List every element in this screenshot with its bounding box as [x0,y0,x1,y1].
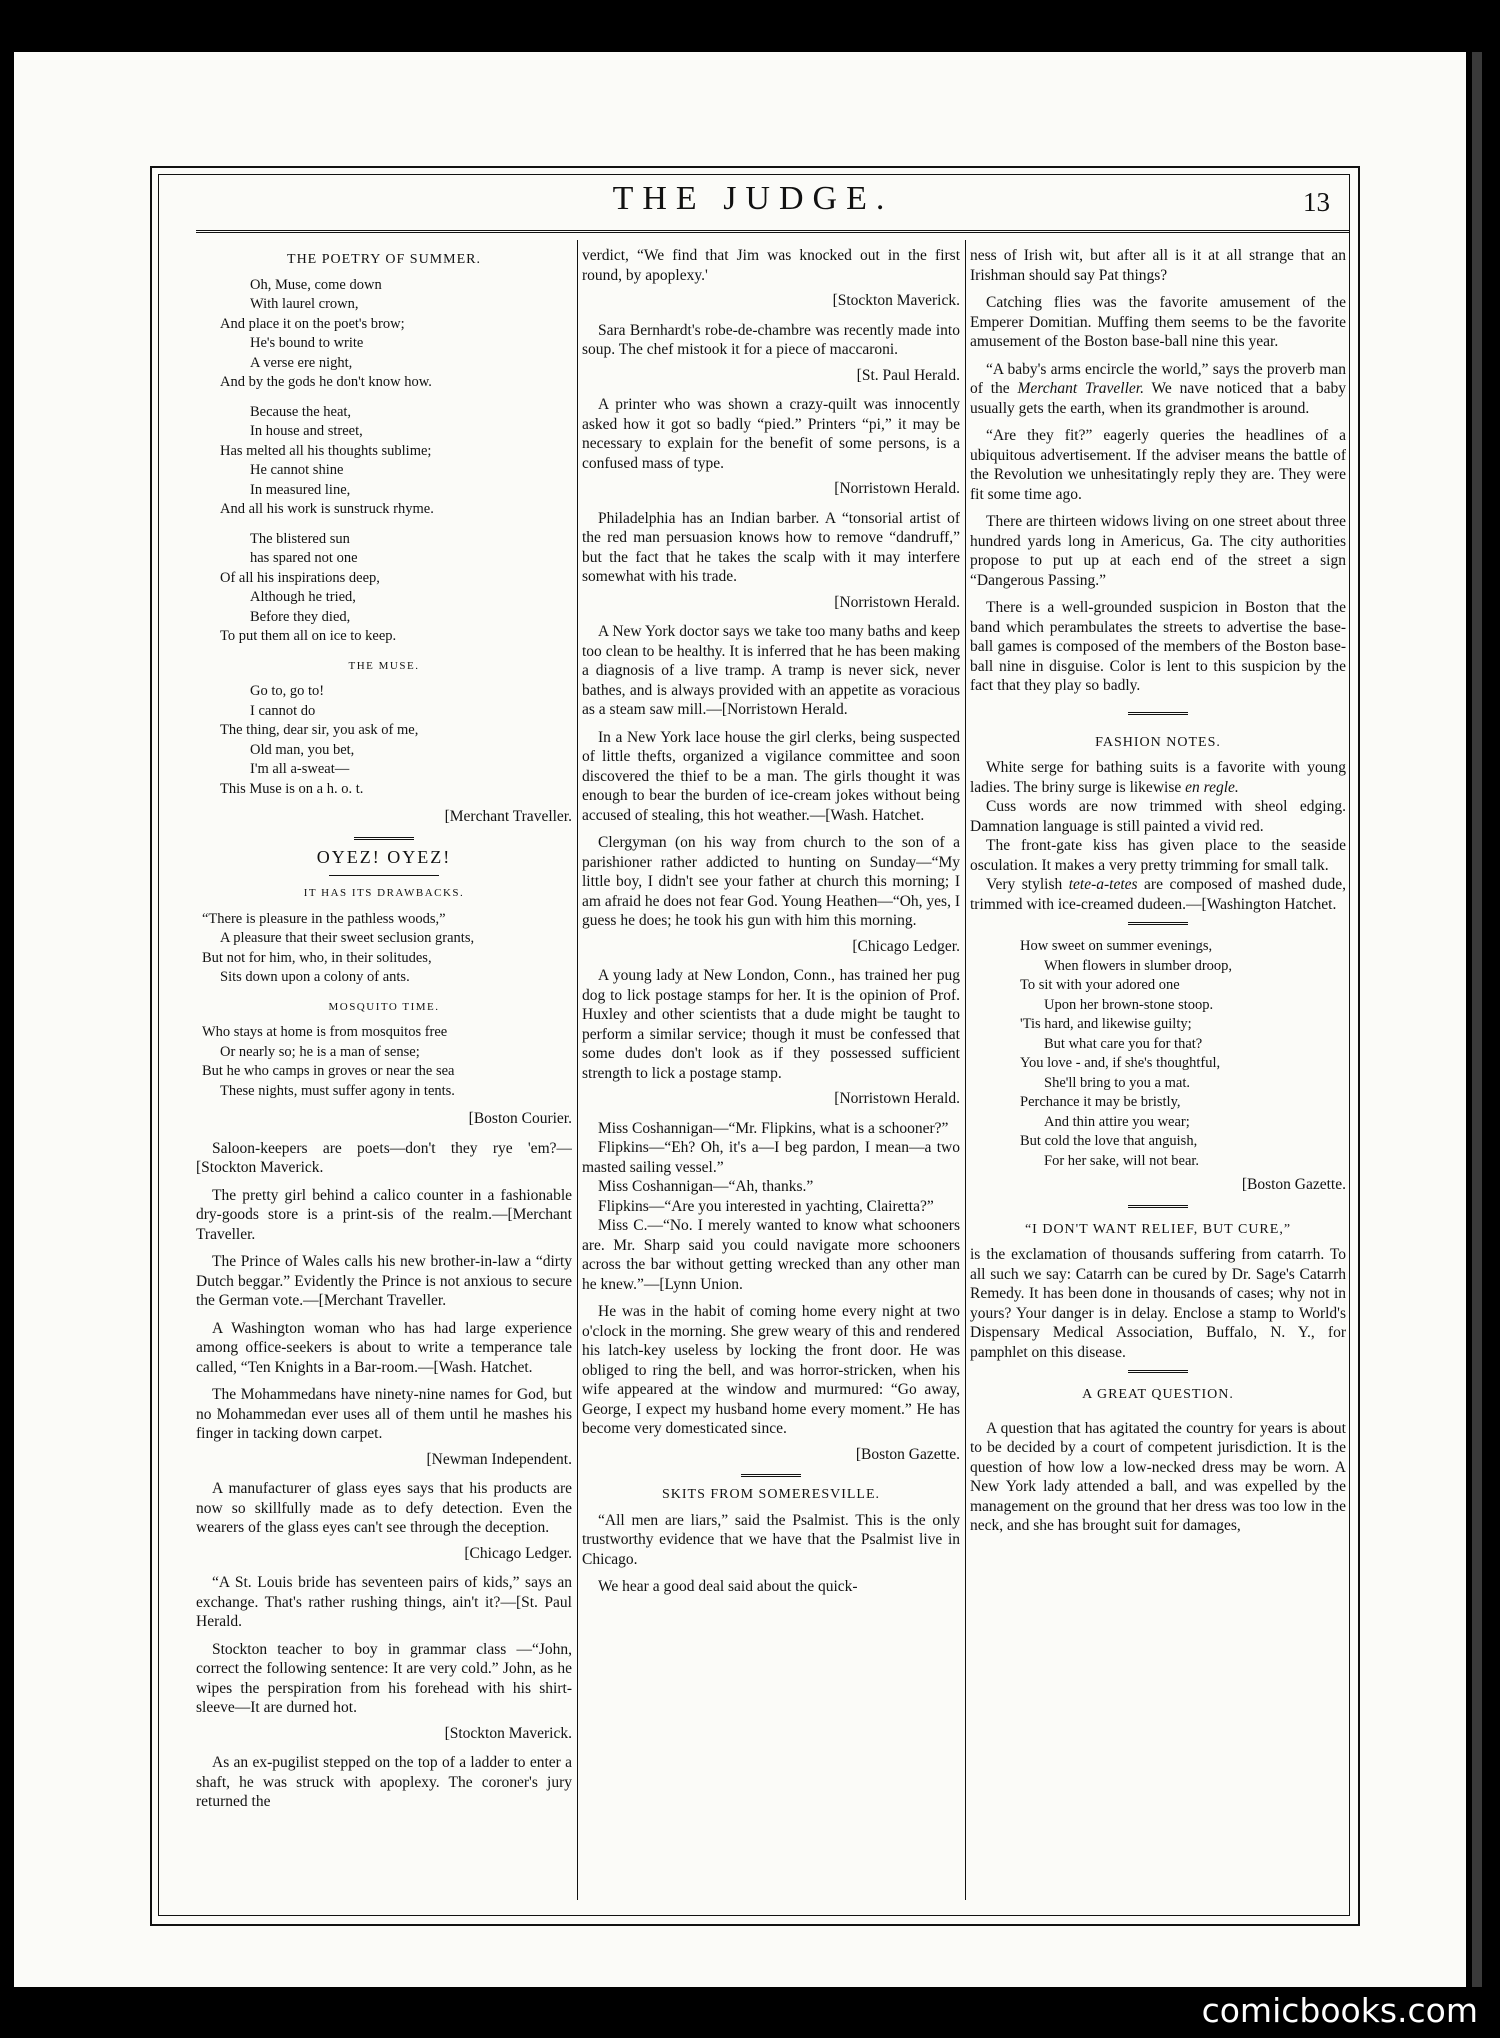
verse-line: Although he tried, [250,589,356,605]
verse-line: Or nearly so; he is a man of sense; [220,1043,420,1060]
verse-line: When flowers in slumber droop, [1044,957,1233,974]
poem-title: THE POETRY OF SUMMER. [287,252,481,267]
section-title: FASHION NOTES. [1095,734,1221,750]
verse-line: With laurel crown, [250,296,359,312]
stanza [196,1023,572,1101]
section-rule [354,837,414,840]
paragraph: A New York doctor says we take too many baths and keep too clean to be healthy. It is inferred that he has been making a diagnosis of a live tramp. A tramp is never sick, never bathes, and is always provided with an appetite as voracious as a steam saw mill.—[Norristown Herald. [582,623,960,718]
verse-line: Before they died, [250,608,351,625]
verse-line: Go to, go to! [250,683,325,699]
source-credit: [Stockton Maverick. [444,1724,572,1742]
paragraph: A young lady at New London, Conn., has trained her pug dog to lick postage stamps for her. It is the opinion of Prof. Huxley and other scientists that a dude might be taught to perform a similar service; though it must be confessed that some dudes don't look as if they possessed sufficient strength to lick a postage stamp. [582,967,960,1082]
publication-name: Merchant Traveller. [1017,380,1144,397]
verse-line: This Muse is on a h. o. t. [220,780,364,797]
verse-line: Perchance it may be bristly, [1020,1094,1181,1110]
paragraph: Stockton teacher to boy in grammar class —“John, correct the following sentence: It are very cold.” John, as he wipes the perspiration from his forehead with his shirt-sleeve—It are durned hot. [196,1640,572,1716]
dialogue-line: Flipkins—“Eh? Oh, it's a—I beg pardon, I mean—a two masted sailing vessel.” [582,1139,960,1176]
foreign-phrase: tete-a-tetes [1068,876,1138,893]
verse-line: A verse ere night, [250,354,353,371]
stanza [196,682,572,799]
verse-line: How sweet on summer evenings, [1020,938,1213,954]
paragraph: He was in the habit of coming home every night at two o'clock in the morning. She grew weary of this and rendered his latch-key useless by locking the front door. He was obliged to ring the bell, and was horror-stricken, when his wife appeared at the window and murmured: “Go away, George, I expect my husband home every moment.” He has become very domesticated since. [582,1303,960,1437]
section-rule [1128,1205,1188,1208]
stanza [196,403,572,520]
paragraph: A printer who was shown a crazy-quilt was innocently asked how it got so badly “pied.” Printers “pi,” it may be necessary to explain for the benefit of some persons, is a confused mass of type. [582,396,960,472]
source-credit: [Boston Gazette. [855,1445,960,1463]
paragraph: The front-gate kiss has given place to the seaside osculation. It makes a very pretty trimming for small talk. [970,837,1346,874]
verse-line: I'm all a-sweat— [250,761,350,777]
paragraph: Clergyman (on his way from church to the son of a parishioner rather addicted to hunting on Sunday—“My little boy, I didn't see your father at church this morning; I am afraid he does not fear God. Young Heathen—“Oh, yes, I guess he does; he took his gun with him this morning. [582,834,960,929]
masthead-title: THE JUDGE. [612,180,894,217]
verse-line: He's bound to write [250,335,364,351]
dialogue-line: Flipkins—“Are you interested in yachting, Clairetta?” [598,1197,934,1215]
text-run: Very stylish [986,876,1069,893]
paragraph: There is a well-grounded suspicion in Boston that the band which perambulates the streets to advertise the base-ball games is composed of the members of the Boston base-ball nine in disguise. Color is lent to this suspicion by the fact that they play so badly. [970,599,1346,694]
section-rule [1128,922,1188,925]
paragraph: Saloon-keepers are poets—don't they rye 'em?—[Stockton Maverick. [196,1139,572,1176]
source-credit: [Chicago Ledger. [852,937,960,955]
paragraph: A question that has agitated the country for years is about to be decided by a court of competent jurisdiction. It is the question of how low a low-necked dress may be worn. A New York lady attended a ball, and was expelled by the management on the ground that her dress was too low in the neck, and she has brought suit for damages, [970,1419,1346,1534]
stanza [196,276,572,393]
dialogue-line: Miss Coshannigan—“Ah, thanks.” [598,1178,814,1195]
masthead-rule [196,230,1350,233]
poem-poetry-of-summer [196,276,572,800]
verse-line: In measured line, [250,481,351,498]
verse-line: Who stays at home is from mosquitos free [202,1024,448,1040]
paragraph: In a New York lace house the girl clerks, being suspected of little thefts, organized a vigilance committee and soon discovered the thief to be a man. The girls thought it was enough to bear the burden of ice-cream jokes without being accused of stealing, this hot weather.—[Wash. Hatchet. [582,728,960,824]
verse-line: To put them all on ice to keep. [220,628,397,644]
section-title: A GREAT QUESTION. [1082,1387,1234,1402]
section-rule [1128,712,1188,715]
verse-line: These nights, must suffer agony in tents. [220,1082,455,1099]
paragraph: “A St. Louis bride has seventeen pairs of kids,” says an exchange. That's rather rushing things, ain't it?—[St. Paul Herald. [196,1574,572,1630]
source-credit: [St. Paul Herald. [856,366,960,384]
verse-line: For her sake, will not bear. [1044,1152,1200,1169]
stanza [196,530,572,647]
column-divider-2 [965,240,966,1900]
source-credit: [Merchant Traveller. [444,808,572,825]
poem-subheading: MOSQUITO TIME. [328,1000,440,1013]
verse-line: But not for him, who, in their solitudes, [202,949,432,966]
source-credit: [Norristown Herald. [834,593,960,611]
section-title: OYEZ! OYEZ! [316,846,452,867]
verse-line: But what care you for that? [1044,1035,1203,1052]
verse-line: She'll bring to you a mat. [1044,1074,1190,1091]
dialogue-line: Miss Coshannigan—“Mr. Flipkins, what is a schooner?” [598,1119,949,1137]
section-rule [1128,1370,1188,1373]
verse-line: You love - and, if she's thoughtful, [1020,1055,1221,1071]
source-credit: [Norristown Herald. [834,480,960,497]
text-run: are composed of mashed dude, trimmed with ice-creamed dudeen.—[Washington Hatchet. [970,876,1346,913]
section-title: SKITS FROM SOMERESVILLE. [661,1487,881,1502]
poem-summer-evenings [970,937,1346,1171]
paragraph: Catching flies was the favorite amusement of the Emperer Domitian. Muffing them seems to be the favorite amusement of the Boston base-ball nine this year. [970,294,1346,350]
paragraph: There are thirteen widows living on one street about three hundred yards long in Americus, Ga. The city authorities propose to put up at each end of the street a sign “Dangerous Passing.” [970,513,1346,589]
poem-subheading: IT HAS ITS DRAWBACKS. [303,887,465,899]
page-number: 13 [1303,187,1330,217]
stanza [196,910,572,988]
column-1 [196,246,572,1896]
paragraph: A Washington woman who has had large experience among office-seekers is about to write a temperance tale called, “Ten Knights in a Bar-room.—[Wash. Hatchet. [196,1319,572,1376]
paragraph: The pretty girl behind a calico counter in a fashionable dry-goods store is a print-sis of the realm.—[Merchant Traveller. [196,1186,572,1243]
paragraph: “All men are liars,” said the Psalmist. This is the only trustworthy evidence that we have that the Psalmist live in Chicago. [582,1511,960,1568]
verse-line: In house and street, [250,423,363,439]
paragraph: verdict, “We find that Jim was knocked out in the first round, by apoplexy.' [582,247,960,284]
source-credit: [Stockton Maverick. [832,292,960,309]
verse-line: Because the heat, [250,403,352,420]
paragraph: The Prince of Wales calls his new brother-in-law a “dirty Dutch beggar.” Evidently the Prince is not anxious to secure the German vote.—[Merchant Traveller. [196,1253,572,1309]
poem-subheading: THE MUSE. [348,659,420,672]
paragraph: Sara Bernhardt's robe-de-chambre was recently made into soup. The chef mistook it for a piece of maccaroni. [582,321,960,358]
paragraph: A manufacturer of glass eyes says that his products are now so skillfully made as to defy detection. Even the wearers of the glass eyes can't see through the deception. [196,1480,572,1536]
verse-line: And by the gods he don't know how. [220,374,432,390]
verse-line: The blistered sun [250,530,350,547]
verse-line: But cold the love that anguish, [1020,1133,1198,1149]
verse-line: And all his work is sunstruck rhyme. [220,501,434,517]
verse-line: He cannot shine [250,462,344,478]
verse-line: But he who camps in groves or near the sea [202,1063,455,1079]
section-rule [741,1474,801,1477]
verse-line: And place it on the poet's brow; [220,315,405,332]
paragraph: is the exclamation of thousands suffering from catarrh. To all such we say: Catarrh can be cured by Dr. Sage's Catarrh Remedy. It has been done in thousands of cases; why not in yours? Your danger is in delay. Enclose a stamp to World's Dispensary Medical Association, Buffalo, N. Y., for pamphlet on this disease. [970,1246,1346,1361]
paragraph: “Are they fit?” eagerly queries the headlines of a ubiquitous advertisement. If the adviser means the battle of the Revolution we unhesitatingly reply they are. They were fit some time ago. [970,427,1346,503]
paragraph: Philadelphia has an Indian barber. A “tonsorial artist of the red man persuasion knows how to remove “dandruff,” but the fact that he takes the scalp with it may interfere somewhat with his trade. [582,509,960,585]
verse-line: Sits down upon a colony of ants. [220,969,410,985]
dialogue-line: Miss C.—“No. I merely wanted to know what schooners are. Mr. Sharp said you could navigate more schooners across the bar without getting wrecked than any other man he knew.”—[Lynn Union. [582,1217,960,1293]
title-underline [329,875,439,876]
paragraph: ness of Irish wit, but after all is it at all strange that an Irishman should say Pat things? [970,247,1346,284]
verse-line: To sit with your adored one [1020,977,1180,993]
binding-spine [1472,52,1482,1987]
paragraph [970,875,1346,914]
source-credit: [Chicago Ledger. [464,1544,572,1562]
paragraph: Cuss words are now trimmed with sheol edging. Damnation language is still painted a vivid red. [970,798,1346,835]
text-run: “A baby's arms encircle the world,” says the proverb man of the [970,360,1346,397]
paragraph: We hear a good deal said about the quick- [598,1578,858,1595]
verse-line: Of all his inspirations deep, [220,569,380,586]
column-divider-1 [577,240,578,1900]
verse-line: 'Tis hard, and likewise guilty; [1020,1016,1192,1032]
section-title: “I DON'T WANT RELIEF, BUT CURE,” [1024,1221,1292,1237]
paragraph [970,360,1346,419]
verse-line: has spared not one [250,550,358,566]
paragraph: The Mohammedans have ninety-nine names for God, but no Mohammedan ever uses all of them until he mashes his finger in tacking down carpet. [196,1386,572,1442]
verse-line: Old man, you bet, [250,741,355,758]
text-run: We nave noticed that a baby usually gets the earth, when its grandmother is around. [970,380,1346,417]
column-2 [582,246,960,1896]
paragraph [970,758,1346,797]
verse-line: The thing, dear sir, you ask of me, [220,722,419,738]
watermark-text: comicbooks.com [1201,1991,1478,2030]
verse-line: And thin attire you wear; [1044,1113,1190,1130]
source-credit: [Newman Independent. [426,1450,572,1468]
source-credit: [Boston Courier. [468,1110,572,1127]
source-credit: [Norristown Herald. [834,1090,960,1107]
verse-line: “There is pleasure in the pathless woods,” [202,910,446,927]
verse-line: A pleasure that their sweet seclusion grants, [220,930,475,946]
text-run: White serge for bathing suits is a favorite with young ladies. The briny surge is likewise [970,759,1346,796]
verse-line: Upon her brown-stone stoop. [1044,996,1214,1013]
paragraph: As an ex-pugilist stepped on the top of a ladder to enter a shaft, he was struck with apoplexy. The coroner's jury returned the [196,1754,572,1810]
verse-line: I cannot do [250,702,316,719]
verse-line: Has melted all his thoughts sublime; [220,442,432,459]
foreign-phrase: en regle. [1185,778,1239,796]
column-3 [970,246,1346,1896]
verse-line: Oh, Muse, come down [250,276,382,293]
source-credit: [Boston Gazette. [1241,1176,1346,1193]
